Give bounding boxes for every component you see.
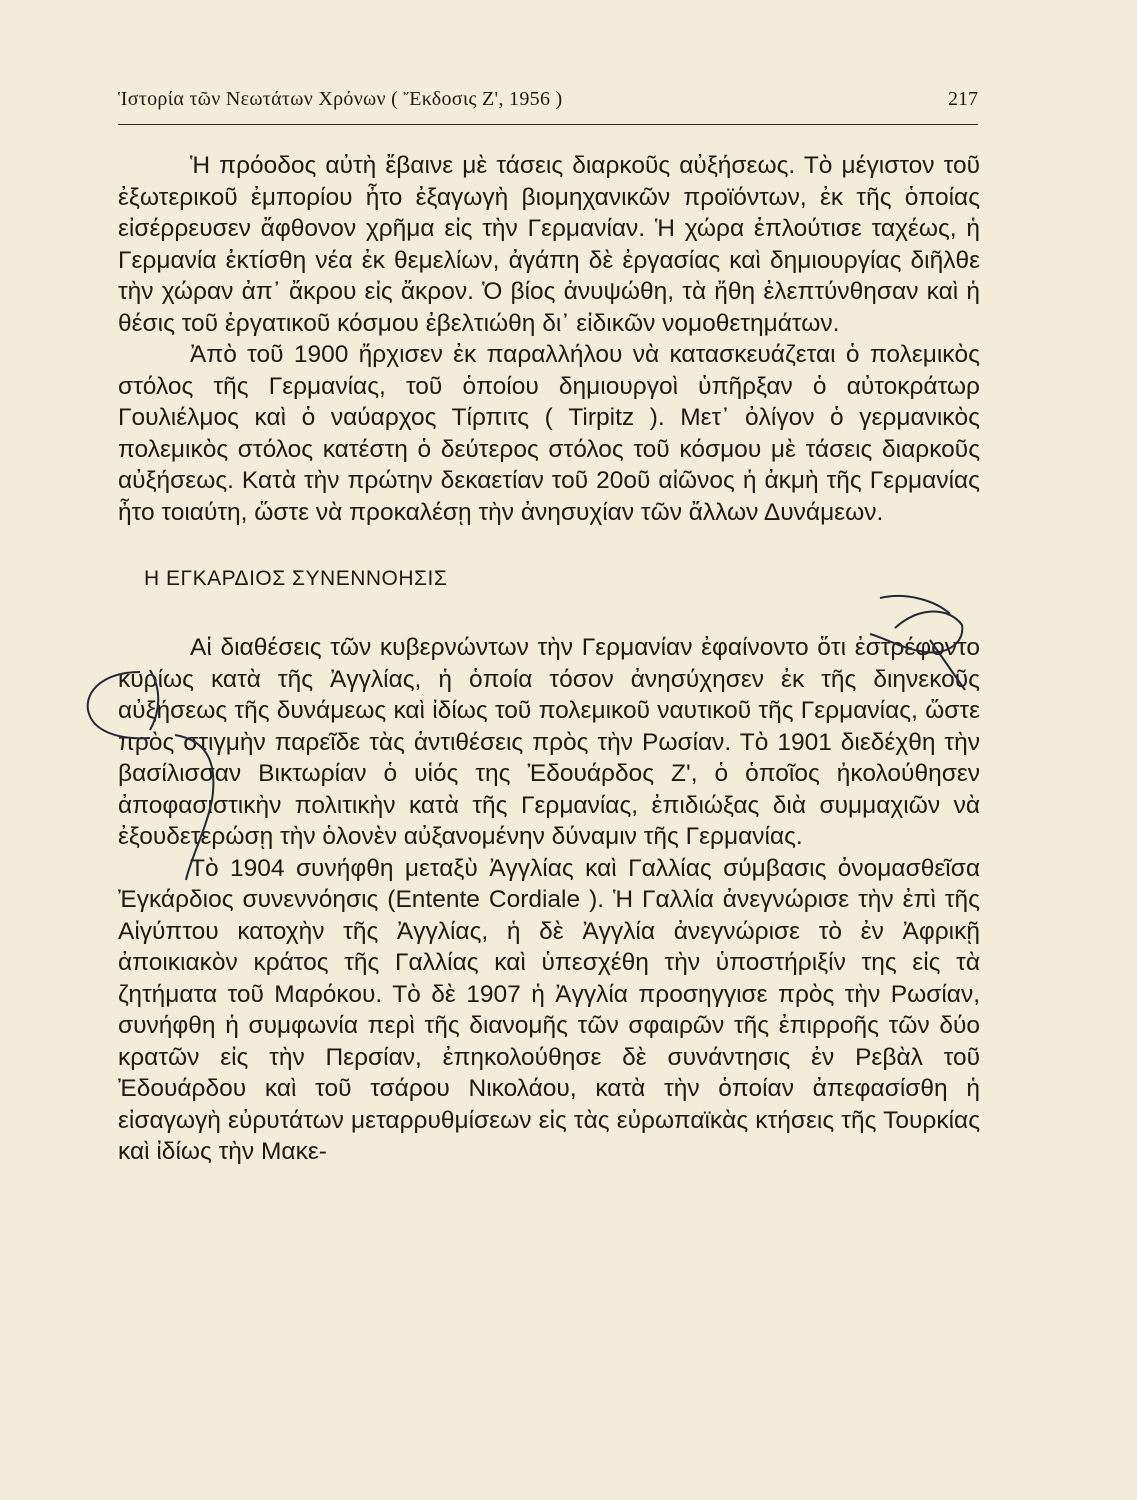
paragraph: Τὸ 1904 συνήφθη μεταξὺ Ἀγγλίας καὶ Γαλλίας σύμβασις ὀνομασθεῖσα Ἐγκάρδιος συνεννόησις (Entente Cordiale ). Ἡ Γαλλία ἀνεγνώρισε τὴν ἐπὶ τῆς Αἰγύπτου κατοχὴν τῆς Ἀγγλίας, ἡ δὲ Ἀγγλία ἀνεγνώρισε τὸ ἐν Ἀφρικῇ ἀποικιακὸν κράτος τῆς Γαλλίας καὶ ὑπεσχέθη τὴν ὑποστήριξίν της εἰς τὰ ζητήματα τοῦ Μαρόκου. Τὸ δὲ 1907 ἡ Ἀγγλία προσηγγισε πρὸς τὴν Ρωσίαν, συνήφθη ἡ συμφωνία περὶ τῆς διανομῆς τῶν σφαιρῶν τῆς ἐπιρροῆς τῶν δύο κρατῶν εἰς τὴν Περσίαν, ἐπηκολούθησε δὲ συνάντησις ἐν Ρεβὰλ τοῦ Ἐδουάρδου καὶ τοῦ τσάρου Νικολάου, κατὰ τὴν ὁποίαν ἀπεφασίσθη ἡ εἰσαγωγὴ εὐρυτάτων μεταρρυθμίσεων εἰς τὰς εὐρωπαϊκὰς κτήσεις τῆς Τουρκίας καὶ ἰδίως τὴν Μακε- bbox=[118, 854, 980, 1165]
section-heading: Η ΕΓΚΑΡΔΙΟΣ ΣΥΝΕΝΝΟΗΣΙΣ bbox=[144, 567, 448, 590]
paragraph: Ἀπὸ τοῦ 1900 ἤρχισεν ἐκ παραλλήλου νὰ κατασκευάζεται ὁ πολεμικὸς στόλος τῆς Γερμανίας, τοῦ ὁποίου δημιουργοὶ ὑπῆρξαν ὁ αὐτοκράτωρ Γουλιέλμος καὶ ὁ ναύαρχος Τίρπιτς ( Tirpitz ). Μετ᾽ ὀλίγον ὁ γερμανικὸς πολεμικὸς στόλος κατέστη ὁ δεύτερος στόλος τοῦ κόσμου μὲ τάσεις διαρκοῦς αὐξήσεως. Κατὰ τὴν πρώτην δεκαετίαν τοῦ 20οῦ αἰῶνος ἡ ἀκμὴ τῆς Γερμανίας ἦτο τοιαύτη, ὥστε νὰ προκαλέσῃ τὴν ἀνησυχίαν τῶν ἄλλων Δυνάμεων. bbox=[118, 341, 980, 526]
running-title: Ἱστορία τῶν Νεωτάτων Χρόνων ( Ἔκδοσις Ζ', 1956 ) bbox=[118, 88, 563, 110]
paragraph: Αἱ διαθέσεις τῶν κυβερνώντων τὴν Γερμανίαν ἐφαίνοντο ὅτι ἐστρέφοντο κυρίως κατὰ τῆς Ἀγγλίας, ἡ ὁποία τόσον ἀνησύχησεν ἐκ τῆς διηνεκοῦς αὐξήσεως τῆς δυνάμεως καὶ ἰδίως τοῦ πολεμικοῦ ναυτικοῦ τῆς Γερμανίας, ὥστε πρὸς στιγμὴν παρεῖδε τὰς ἀντιθέσεις πρὸς τὴν Ρωσίαν. Τὸ 1901 διεδέχθη τὴν βασίλισσαν Βικτωρίαν ὁ υἱός της Ἐδουάρδος Ζ', ὁ ὁποῖος ἠκολούθησεν ἀποφασιστικὴν πολιτικὴν κατὰ τῆς Γερμανίας, ἐπιδιώξας διὰ συμμαχιῶν νὰ ἐξουδετερώσῃ τὴν ὁλονὲν αὐξανομένην δύναμιν τῆς Γερμανίας. bbox=[118, 634, 980, 850]
body-text bbox=[118, 150, 980, 1168]
page-number: 217 bbox=[948, 88, 978, 110]
header-rule bbox=[118, 124, 978, 125]
paragraph: Ἡ πρόοδος αὐτὴ ἔβαινε μὲ τάσεις διαρκοῦς αὐξήσεως. Τὸ μέγιστον τοῦ ἐξωτερικοῦ ἐμπορίου ἦτο ἐξαγωγὴ βιομηχανικῶν προϊόντων, ἐκ τῆς ὁποίας εἰσέρρευσεν ἄφθονον χρῆμα εἰς τὴν Γερμανίαν. Ἡ χώρα ἐπλούτισε ταχέως, ἡ Γερμανία ἐκτίσθη νέα ἐκ θεμελίων, ἀγάπη δὲ ἐργασίας καὶ δημιουργίας διῆλθε τὴν χώραν ἀπ᾽ ἄκρου εἰς ἄκρον. Ὁ βίος ἀνυψώθη, τὰ ἤθη ἐλεπτύνθησαν καὶ ἡ θέσις τοῦ ἐργατικοῦ κόσμου ἐβελτιώθη δι᾽ εἰδικῶν νομοθετημάτων. bbox=[118, 152, 980, 337]
running-header bbox=[118, 88, 978, 120]
